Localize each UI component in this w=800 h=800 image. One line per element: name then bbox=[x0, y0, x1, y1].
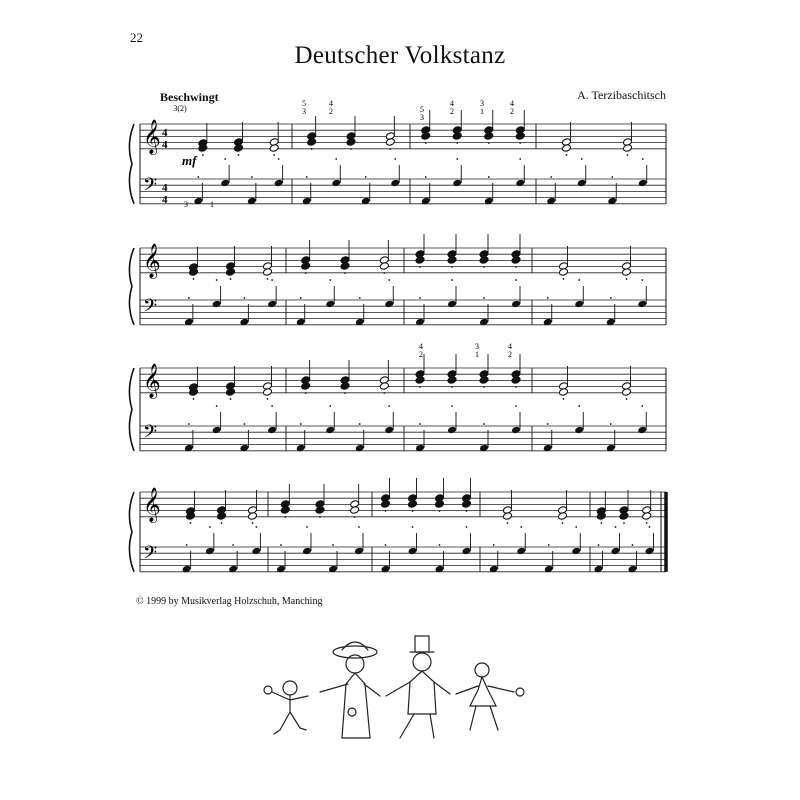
music-system bbox=[129, 234, 666, 326]
staccato-dot bbox=[221, 522, 223, 524]
staccato-dot bbox=[610, 297, 612, 299]
bass-notehead bbox=[447, 300, 457, 309]
fingering-number: 4 bbox=[510, 99, 514, 108]
staccato-dot bbox=[188, 423, 190, 425]
staccato-dot bbox=[252, 522, 254, 524]
staccato-dot bbox=[626, 398, 628, 400]
dynamic-marking: mf bbox=[182, 153, 197, 168]
fingering-number: 4 bbox=[450, 99, 454, 108]
bass-notehead bbox=[205, 547, 215, 556]
staccato-dot bbox=[230, 278, 232, 280]
brace bbox=[129, 492, 134, 572]
bass-notehead bbox=[331, 179, 341, 188]
staccato-dot bbox=[419, 266, 421, 268]
bass-notehead bbox=[220, 179, 230, 188]
music-system bbox=[129, 478, 666, 573]
bass-notehead bbox=[511, 300, 521, 309]
staccato-dot bbox=[507, 522, 509, 524]
bass-notehead bbox=[212, 300, 222, 309]
time-signature: 4 bbox=[162, 194, 168, 207]
staccato-dot bbox=[562, 522, 564, 524]
staccato-dot bbox=[267, 398, 269, 400]
fingering-number: 5 bbox=[420, 105, 424, 114]
staccato-dot bbox=[548, 544, 550, 546]
fingering-number: 2 bbox=[450, 107, 454, 116]
bass-notehead bbox=[611, 547, 621, 556]
bass-notehead bbox=[462, 547, 472, 556]
fingering-number: 4 bbox=[419, 342, 423, 351]
staccato-dot bbox=[419, 386, 421, 388]
staccato-dot bbox=[300, 297, 302, 299]
staccato-dot bbox=[383, 392, 385, 394]
staccato-dot bbox=[383, 272, 385, 274]
staccato-dot bbox=[578, 405, 580, 407]
staccato-dot bbox=[412, 526, 414, 528]
staccato-dot bbox=[641, 405, 643, 407]
bass-clef: 𝄢 bbox=[143, 295, 158, 321]
dancing-family-illustration bbox=[250, 630, 550, 745]
staccato-dot bbox=[515, 405, 517, 407]
staccato-dot bbox=[230, 398, 232, 400]
staccato-dot bbox=[649, 526, 651, 528]
staccato-dot bbox=[566, 154, 568, 156]
fingering-number: 3 bbox=[302, 107, 306, 116]
staccato-dot bbox=[642, 158, 644, 160]
staccato-dot bbox=[224, 158, 226, 160]
piece-title: Deutscher Volkstanz bbox=[294, 42, 506, 69]
copyright-notice: © 1999 by Musikverlag Holzschuh, Manching bbox=[136, 596, 323, 607]
fingering-number: 2 bbox=[329, 107, 333, 116]
fingering-number: 2 bbox=[508, 350, 512, 359]
staccato-dot bbox=[439, 544, 441, 546]
staccato-dot bbox=[412, 510, 414, 512]
fingering-number: 1 bbox=[210, 200, 214, 209]
fingering-number: 1 bbox=[475, 350, 479, 359]
staccato-dot bbox=[483, 423, 485, 425]
staccato-dot bbox=[305, 392, 307, 394]
bass-notehead bbox=[302, 547, 312, 556]
staccato-dot bbox=[350, 148, 352, 150]
staccato-dot bbox=[216, 405, 218, 407]
staccato-dot bbox=[284, 516, 286, 518]
bass-notehead bbox=[390, 179, 400, 188]
staccato-dot bbox=[389, 148, 391, 150]
staccato-dot bbox=[519, 142, 521, 144]
staccato-dot bbox=[493, 544, 495, 546]
staccato-dot bbox=[300, 423, 302, 425]
staccato-dot bbox=[358, 526, 360, 528]
bass-notehead bbox=[325, 426, 335, 435]
bass-notehead bbox=[384, 426, 394, 435]
staccato-dot bbox=[626, 278, 628, 280]
bass-notehead bbox=[511, 426, 521, 435]
staccato-dot bbox=[306, 526, 308, 528]
staccato-dot bbox=[255, 526, 257, 528]
time-signature: 4 bbox=[162, 126, 168, 139]
fingering-number: 4 bbox=[329, 99, 333, 108]
fingering-number: 2 bbox=[510, 107, 514, 116]
fingering-number: 2 bbox=[419, 350, 423, 359]
staccato-dot bbox=[365, 176, 367, 178]
staccato-dot bbox=[466, 526, 468, 528]
bass-notehead bbox=[574, 300, 584, 309]
staccato-dot bbox=[641, 279, 643, 281]
staccato-dot bbox=[394, 158, 396, 160]
staccato-dot bbox=[578, 279, 580, 281]
bass-notehead bbox=[638, 179, 648, 188]
staccato-dot bbox=[515, 279, 517, 281]
staccato-dot bbox=[466, 510, 468, 512]
bass-notehead bbox=[267, 300, 277, 309]
staccato-dot bbox=[456, 142, 458, 144]
staccato-dot bbox=[547, 423, 549, 425]
staccato-dot bbox=[385, 510, 387, 512]
staccato-dot bbox=[425, 142, 427, 144]
staccato-dot bbox=[238, 154, 240, 156]
staccato-dot bbox=[611, 176, 613, 178]
staccato-dot bbox=[388, 279, 390, 281]
staccato-dot bbox=[344, 272, 346, 274]
staccato-dot bbox=[547, 297, 549, 299]
bass-notehead bbox=[571, 547, 581, 556]
staccato-dot bbox=[267, 278, 269, 280]
staccato-dot bbox=[251, 176, 253, 178]
staccato-dot bbox=[385, 544, 387, 546]
page-number: 22 bbox=[130, 30, 143, 45]
bass-notehead bbox=[574, 426, 584, 435]
staccato-dot bbox=[271, 279, 273, 281]
staccato-dot bbox=[197, 176, 199, 178]
staccato-dot bbox=[190, 522, 192, 524]
staccato-dot bbox=[202, 154, 204, 156]
bass-notehead bbox=[251, 547, 261, 556]
staccato-dot bbox=[615, 526, 617, 528]
fingering-number: 3 bbox=[480, 99, 484, 108]
bass-notehead bbox=[645, 547, 655, 556]
staccato-dot bbox=[335, 158, 337, 160]
staccato-dot bbox=[488, 176, 490, 178]
bass-notehead bbox=[637, 426, 647, 435]
staccato-dot bbox=[243, 297, 245, 299]
bass-notehead bbox=[274, 179, 284, 188]
staccato-dot bbox=[278, 158, 280, 160]
fingering-number: 3 bbox=[420, 113, 424, 122]
staccato-dot bbox=[451, 266, 453, 268]
bass-notehead bbox=[212, 426, 222, 435]
staccato-dot bbox=[456, 158, 458, 160]
bass-notehead bbox=[408, 547, 418, 556]
treble-clef: 𝄞 bbox=[143, 487, 161, 523]
bass-notehead bbox=[325, 300, 335, 309]
staccato-dot bbox=[193, 398, 195, 400]
staccato-dot bbox=[600, 522, 602, 524]
staccato-dot bbox=[188, 297, 190, 299]
staccato-dot bbox=[273, 154, 275, 156]
bass-notehead bbox=[447, 426, 457, 435]
staccato-dot bbox=[515, 386, 517, 388]
staccato-dot bbox=[581, 158, 583, 160]
treble-clef: 𝄞 bbox=[143, 243, 161, 279]
staccato-dot bbox=[519, 158, 521, 160]
staccato-dot bbox=[610, 423, 612, 425]
bass-notehead bbox=[577, 179, 587, 188]
staccato-dot bbox=[419, 423, 421, 425]
fingering-number: 5 bbox=[302, 99, 306, 108]
staccato-dot bbox=[451, 405, 453, 407]
staccato-dot bbox=[280, 544, 282, 546]
treble-clef: 𝄞 bbox=[143, 363, 161, 399]
staccato-dot bbox=[209, 526, 211, 528]
staccato-dot bbox=[515, 266, 517, 268]
staccato-dot bbox=[575, 526, 577, 528]
staccato-dot bbox=[332, 544, 334, 546]
bass-notehead bbox=[516, 547, 526, 556]
fingering-number: 3(2) bbox=[173, 104, 187, 113]
staccato-dot bbox=[627, 154, 629, 156]
bass-clef: 𝄢 bbox=[143, 542, 158, 568]
fingering-number: 3 bbox=[184, 200, 188, 209]
time-signature: 4 bbox=[162, 139, 168, 152]
fingering-number: 3 bbox=[475, 342, 479, 351]
brace bbox=[129, 368, 134, 451]
staccato-dot bbox=[623, 522, 625, 524]
staccato-dot bbox=[319, 516, 321, 518]
bass-notehead bbox=[384, 300, 394, 309]
staccato-dot bbox=[186, 544, 188, 546]
staccato-dot bbox=[306, 176, 308, 178]
bass-notehead bbox=[354, 547, 364, 556]
staccato-dot bbox=[646, 522, 648, 524]
time-signature: 4 bbox=[162, 181, 168, 194]
staccato-dot bbox=[329, 279, 331, 281]
staccato-dot bbox=[425, 176, 427, 178]
composer-credit: A. Terzibaschitsch bbox=[577, 88, 666, 102]
staccato-dot bbox=[193, 278, 195, 280]
staccato-dot bbox=[359, 297, 361, 299]
music-system bbox=[129, 110, 666, 206]
fingering-number: 1 bbox=[480, 107, 484, 116]
staccato-dot bbox=[329, 405, 331, 407]
brace bbox=[129, 248, 134, 325]
staccato-dot bbox=[550, 176, 552, 178]
staccato-dot bbox=[563, 278, 565, 280]
staccato-dot bbox=[305, 272, 307, 274]
staccato-dot bbox=[439, 510, 441, 512]
tempo-marking: Beschwingt bbox=[160, 90, 219, 104]
staccato-dot bbox=[311, 148, 313, 150]
music-system bbox=[129, 354, 666, 452]
staccato-dot bbox=[344, 392, 346, 394]
staccato-dot bbox=[216, 279, 218, 281]
fingering-number: 4 bbox=[508, 342, 512, 351]
treble-clef: 𝄞 bbox=[143, 119, 161, 155]
staccato-dot bbox=[451, 386, 453, 388]
staccato-dot bbox=[563, 398, 565, 400]
staccato-dot bbox=[632, 544, 634, 546]
staccato-dot bbox=[419, 297, 421, 299]
bass-notehead bbox=[515, 179, 525, 188]
staccato-dot bbox=[359, 423, 361, 425]
staccato-dot bbox=[232, 544, 234, 546]
brace bbox=[129, 124, 134, 204]
staccato-dot bbox=[354, 516, 356, 518]
bass-clef: 𝄢 bbox=[143, 174, 158, 200]
staccato-dot bbox=[243, 423, 245, 425]
staccato-dot bbox=[388, 405, 390, 407]
staccato-dot bbox=[488, 142, 490, 144]
staccato-dot bbox=[451, 279, 453, 281]
staccato-dot bbox=[520, 526, 522, 528]
staccato-dot bbox=[483, 266, 485, 268]
staccato-dot bbox=[271, 405, 273, 407]
bass-notehead bbox=[637, 300, 647, 309]
staccato-dot bbox=[483, 386, 485, 388]
bass-notehead bbox=[452, 179, 462, 188]
bass-clef: 𝄢 bbox=[143, 421, 158, 447]
bass-notehead bbox=[267, 426, 277, 435]
staccato-dot bbox=[483, 297, 485, 299]
staccato-dot bbox=[598, 544, 600, 546]
